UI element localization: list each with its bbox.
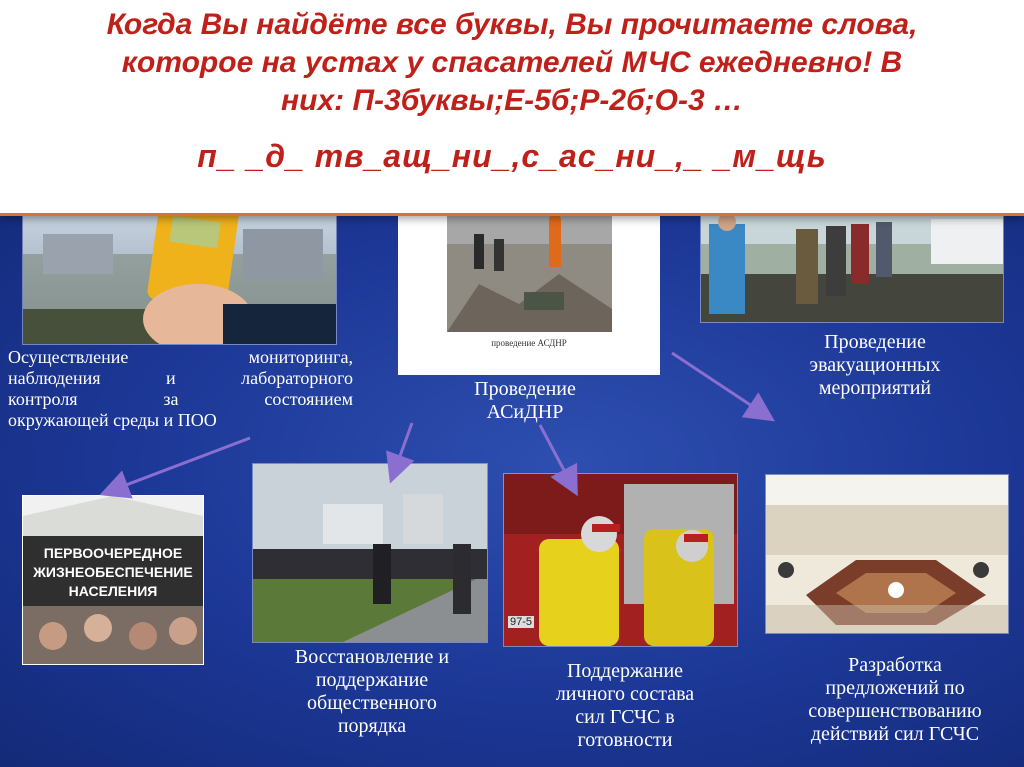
caption-monitoring-line-1: Осуществление мониторинга, (8, 347, 353, 367)
arrow-to-public-order (392, 423, 412, 478)
caption-monitoring-line-2: наблюдения и лабораторного (8, 368, 353, 388)
caption-personnel-line-4: готовности (577, 729, 673, 751)
title-line-1: Когда Вы найдёте все буквы, Вы прочитаете слова, (106, 8, 918, 41)
caption-proposals-line-2: предложений по (825, 677, 965, 699)
caption-evacuation-line-2: эвакуационных (809, 354, 941, 376)
arrow-to-personnel (540, 425, 575, 491)
caption-asidnr-line-2: АСиДНР (486, 401, 564, 423)
banner-line-3: НАСЕЛЕНИЯ (68, 583, 158, 599)
puzzle-phrase: п_ _д_ тв_ащ_ни_,с_ас_ни_,_ _м_щь (197, 138, 827, 174)
arrow-to-life-support (105, 438, 250, 493)
caption-proposals-line-4: действий сил ГСЧС (810, 723, 980, 745)
banner-line-2: ЖИЗНЕОБЕСПЕЧЕНИЕ (33, 564, 193, 580)
title-line-3: них: П-3буквы;Е-5б;Р-2б;О-3 … (281, 84, 743, 117)
caption-personnel-line-2: личного состава (555, 683, 695, 705)
flow-arrows (0, 213, 1024, 767)
caption-monitoring-line-4: окружающей среды и ПОО (8, 410, 217, 430)
content-panel (0, 213, 1024, 767)
title-line-2: которое на устах у спасателей МЧС ежедневно! В (121, 46, 903, 79)
caption-order-line-3: общественного (307, 692, 437, 714)
caption-proposals-line-1: Разработка (848, 654, 942, 676)
caption-monitoring-line-3: контроля за состоянием (8, 389, 353, 409)
banner-line-1: ПЕРВООЧЕРЕДНОЕ (43, 545, 183, 561)
caption-evacuation-line-1: Проведение (824, 331, 926, 353)
header-banner (0, 0, 1024, 216)
caption-order-line-2: поддержание (315, 669, 429, 691)
caption-personnel-line-3: сил ГСЧС в (575, 706, 675, 728)
arrow-to-evacuation (672, 353, 770, 418)
caption-asidnr-line-1: Проведение (474, 378, 576, 400)
caption-evacuation-line-3: мероприятий (818, 377, 932, 399)
caption-personnel-line-1: Поддержание (566, 660, 684, 682)
photo-label-asidnr: проведение АСДНР (491, 338, 567, 348)
caption-order-line-4: порядка (337, 715, 407, 737)
caption-proposals-line-3: совершенствованию (808, 700, 982, 722)
caption-order-line-1: Восстановление и (294, 646, 450, 668)
truck-tag: 97-5 (510, 616, 533, 628)
